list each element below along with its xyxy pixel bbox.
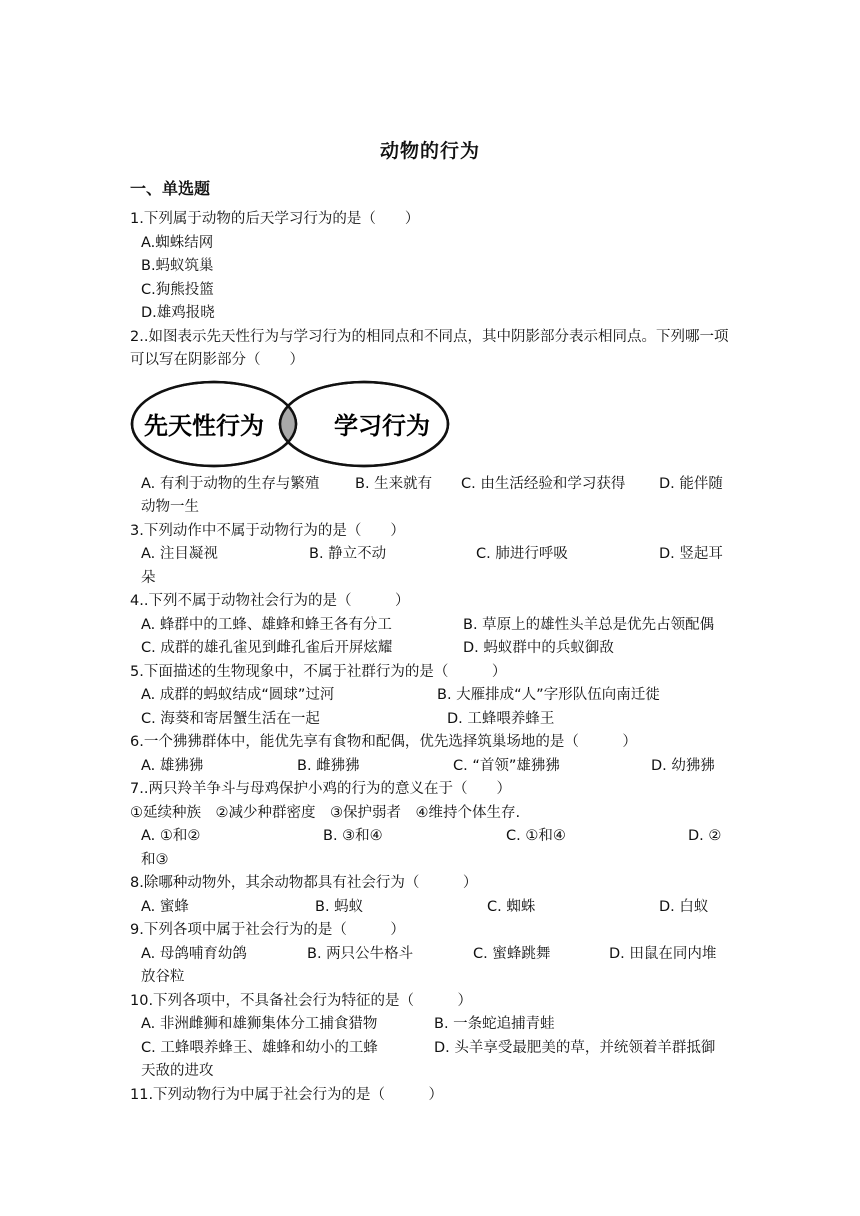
question-stem: 8.除哪种动物外，其余动物都具有社会行为（ ）	[130, 875, 478, 891]
options-row	[130, 1037, 735, 1061]
option-continuation: 动物一生	[141, 499, 199, 515]
option-c: C. 海葵和寄居蟹生活在一起	[141, 710, 320, 727]
option-d: D. 幼狒狒	[651, 757, 715, 774]
question-stem: 2..如图表示先天性行为与学习行为的相同点和不同点，其中阴影部分表示相同点。下列哪一项可以写在阴影部分（ ）	[130, 328, 729, 368]
options-row	[130, 825, 735, 849]
option-continuation: 和③	[141, 851, 169, 868]
option-b: B. 两只公牛格斗	[307, 945, 414, 962]
question-list	[130, 208, 735, 1107]
option-a: A. 有利于动物的生存与繁殖	[141, 475, 320, 492]
option-c: C.狗熊投篮	[141, 281, 214, 298]
question-stem: 9.下列各项中属于社会行为的是（ ）	[130, 922, 405, 938]
option-d: D. ②	[688, 828, 722, 844]
option-continuation: 朵	[141, 569, 156, 586]
option-a: A. 蜜蜂	[141, 898, 189, 915]
option-b: B. 静立不动	[309, 546, 387, 562]
option-c: C. “首领”雄狒狒	[453, 757, 560, 774]
options-row	[130, 708, 735, 732]
option-a: A. 雄狒狒	[141, 757, 204, 774]
option-d: D. 工蜂喂养蜂王	[447, 710, 555, 727]
option-c: C. 蜘蛛	[487, 898, 536, 915]
venn-right-label: 学习行为	[334, 411, 430, 440]
option-b: B.蚂蚁筑巢	[141, 258, 214, 274]
option-b: B. 生来就有	[355, 475, 433, 492]
question-9	[130, 919, 735, 990]
question-8	[130, 872, 735, 919]
option-c: C. 成群的雄孔雀见到雌孔雀后开屏炫耀	[141, 640, 393, 656]
question-10	[130, 990, 735, 1084]
question-stem: 5.下面描述的生物现象中，不属于社群行为的是（ ）	[130, 663, 507, 680]
option-d: D.雄鸡报晓	[141, 305, 215, 321]
options-row	[130, 755, 735, 779]
option-c: C. 蜜蜂跳舞	[473, 945, 551, 962]
option-d: D. 能伴随	[659, 475, 723, 492]
question-7	[130, 778, 735, 872]
option-d: D. 蚂蚁群中的兵蚁御敌	[463, 640, 614, 656]
question-stem: 6.一个狒狒群体中，能优先享有食物和配偶，优先选择筑巢场地的是（ ）	[130, 734, 637, 750]
section-heading: 一、单选题	[130, 179, 211, 198]
option-continuation: 天敌的进攻	[141, 1063, 214, 1079]
question-2	[130, 326, 735, 520]
question-stem: 7..两只羚羊争斗与母鸡保护小鸡的行为的意义在于（ ）	[130, 781, 511, 797]
options-row	[130, 473, 735, 497]
question-stem: 3.下列动作中不属于动物行为的是（ ）	[130, 522, 405, 539]
question-6	[130, 731, 735, 778]
statement-items: ①延续种族 ②减少种群密度 ③保护弱者 ④维持个体生存.	[130, 804, 521, 821]
option-b: B. ③和④	[323, 828, 383, 844]
venn-left-label: 先天性行为	[144, 411, 264, 440]
option-a: A. 注目凝视	[141, 546, 218, 562]
options-row	[130, 1013, 735, 1037]
option-b: B. 草原上的雄性头羊总是优先占领配偶	[463, 616, 715, 633]
option-a: A. 蜂群中的工蜂、雄蜂和蜂王各有分工	[141, 616, 392, 633]
question-11	[130, 1084, 735, 1108]
question-3	[130, 520, 735, 591]
option-a: A. 成群的蚂蚁结成“圆球”过河	[141, 687, 335, 703]
option-a: A. 非洲雌狮和雄狮集体分工捕食猎物	[141, 1016, 378, 1032]
option-a: A. ①和②	[141, 828, 201, 844]
options-row	[130, 896, 735, 920]
question-stem: 10.下列各项中，不具备社会行为特征的是（ ）	[130, 992, 473, 1009]
option-a: A.蜘蛛结网	[141, 234, 214, 251]
option-b: B. 一条蛇追捕青蛙	[434, 1016, 555, 1032]
question-stem: 11.下列动物行为中属于社会行为的是（ ）	[130, 1086, 444, 1103]
option-b: B. 蚂蚁	[315, 898, 364, 915]
question-5	[130, 661, 735, 732]
options-row	[130, 943, 735, 967]
option-c: C. ①和④	[506, 828, 566, 844]
option-d: D. 田鼠在同内堆	[609, 945, 717, 962]
option-c: C. 肺进行呼吸	[476, 546, 568, 562]
option-c: C. 由生活经验和学习获得	[461, 475, 626, 492]
option-d: D. 白蚁	[659, 898, 709, 915]
venn-diagram	[130, 379, 450, 469]
options-row	[130, 684, 735, 708]
page-title: 动物的行为	[379, 140, 480, 162]
option-d: D. 竖起耳	[659, 546, 723, 562]
question-1	[130, 208, 735, 326]
option-d: D. 头羊享受最肥美的草，并统领着羊群抵御	[434, 1039, 716, 1056]
option-continuation: 放谷粒	[141, 969, 185, 985]
question-stem: 1.下列属于动物的后天学习行为的是（ ）	[130, 211, 420, 227]
options-row	[130, 637, 735, 661]
question-4	[130, 590, 735, 661]
question-stem: 4..下列不属于动物社会行为的是（ ）	[130, 593, 410, 609]
options-row	[130, 614, 735, 638]
option-c: C. 工蜂喂养蜂王、雄蜂和幼小的工蜂	[141, 1039, 378, 1056]
option-b: B. 大雁排成“人”字形队伍向南迁徙	[437, 687, 660, 703]
options-row	[130, 543, 735, 567]
option-b: B. 雌狒狒	[297, 757, 360, 774]
option-a: A. 母鸽哺育幼鸽	[141, 945, 247, 962]
